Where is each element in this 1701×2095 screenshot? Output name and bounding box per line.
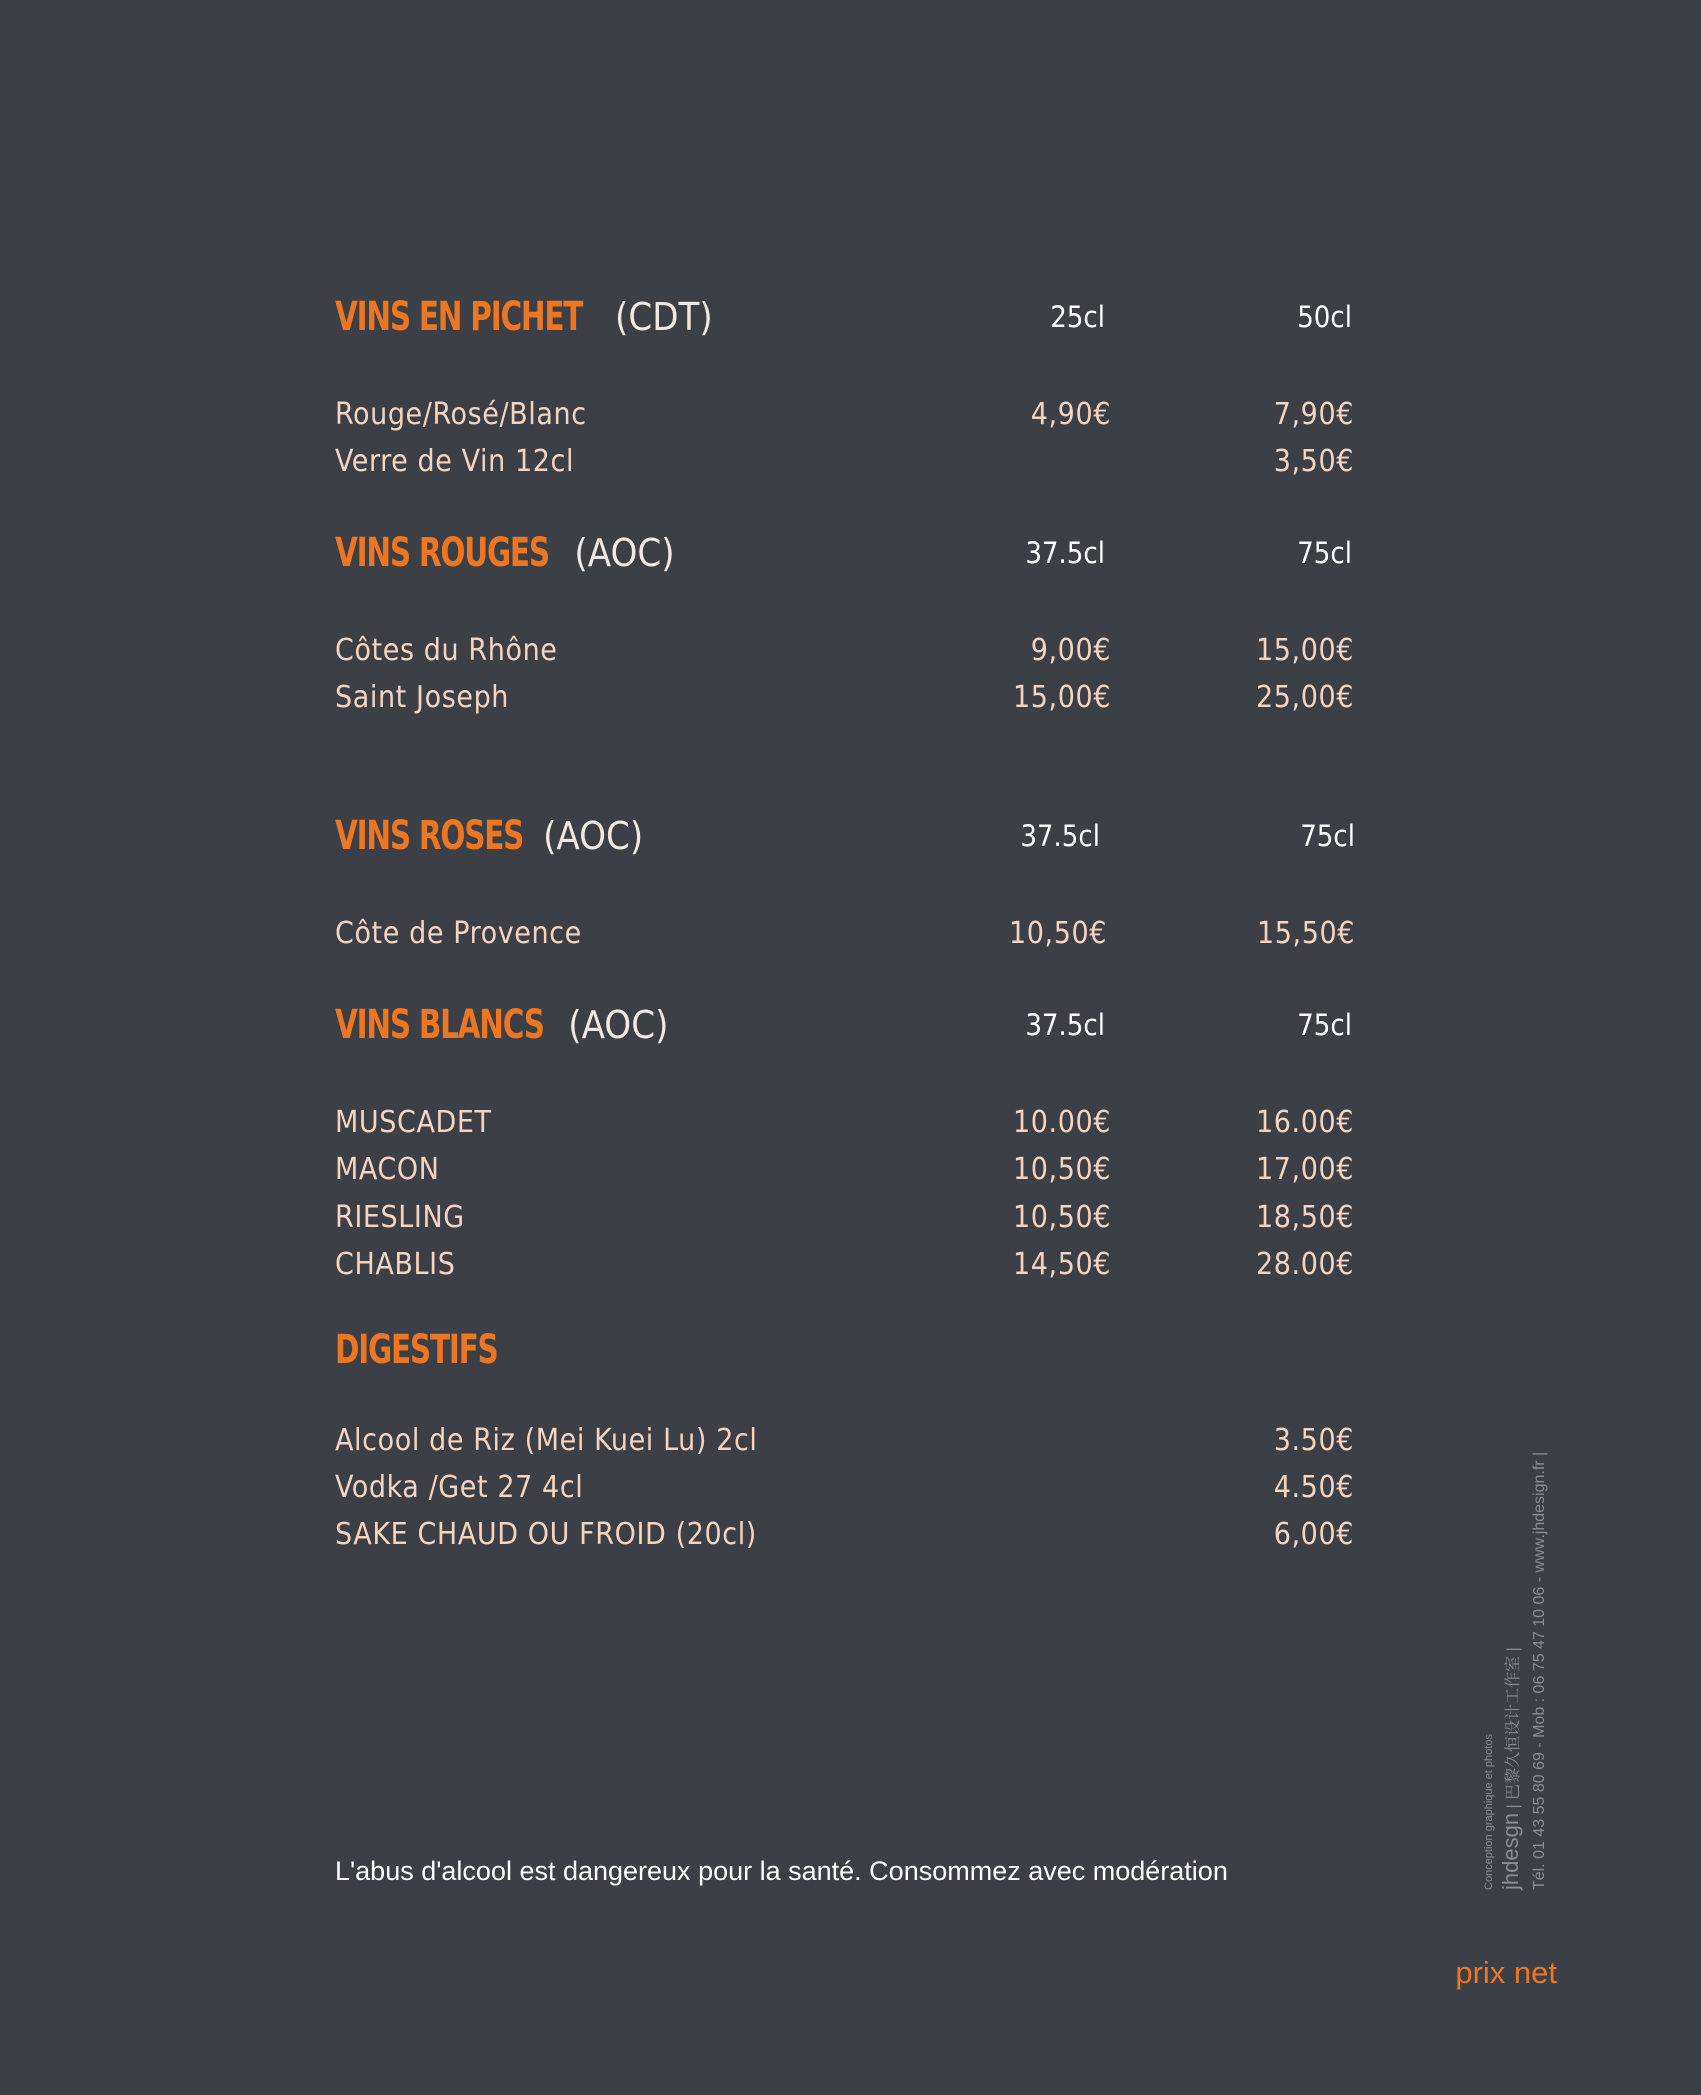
price-col-2: 4.50€ xyxy=(1273,1470,1354,1505)
credits-brand: jhdesgn xyxy=(1498,1812,1523,1890)
section-title xyxy=(335,995,668,1063)
item-name: Alcool de Riz (Mei Kuei Lu) 2cl xyxy=(335,1423,758,1458)
item-name: CHABLIS xyxy=(335,1247,456,1282)
price-col-1: 9,00€ xyxy=(1030,633,1111,668)
section-qualifier: (CDT) xyxy=(615,295,713,339)
credits-caption: Conception graphique et photos xyxy=(1483,1734,1495,1890)
price-col-2: 6,00€ xyxy=(1273,1517,1354,1552)
section-title xyxy=(335,523,675,591)
section-name: VINS ROUGES xyxy=(335,530,549,576)
item-name: Verre de Vin 12cl xyxy=(335,444,575,479)
price-col-2: 16.00€ xyxy=(1255,1105,1354,1140)
item-name: MUSCADET xyxy=(335,1105,492,1140)
section-title xyxy=(335,806,643,874)
volume-col-1: 25cl xyxy=(1050,300,1105,334)
section-qualifier: (AOC) xyxy=(543,814,644,858)
price-col-2: 28.00€ xyxy=(1255,1247,1354,1282)
item-name: Côte de Provence xyxy=(335,916,582,951)
menu-item xyxy=(335,391,1354,438)
wine-menu xyxy=(335,0,1355,1600)
price-col-2: 15,50€ xyxy=(1256,916,1355,951)
menu-item xyxy=(335,1511,1354,1558)
menu-item xyxy=(335,1146,1354,1193)
menu-item xyxy=(335,627,1354,674)
price-col-1: 10,50€ xyxy=(1012,1152,1111,1187)
price-col-2: 15,00€ xyxy=(1255,633,1354,668)
item-name: RIESLING xyxy=(335,1200,465,1235)
section-header-vins-blancs xyxy=(335,995,1352,1055)
section-header-vins-rouges xyxy=(335,523,1352,583)
volume-col-2: 75cl xyxy=(1300,819,1355,853)
section-name: VINS ROSES xyxy=(335,813,524,859)
menu-item xyxy=(335,1464,1354,1511)
price-col-2: 17,00€ xyxy=(1255,1152,1354,1187)
price-col-1: 4,90€ xyxy=(1030,397,1111,432)
volume-col-1: 37.5cl xyxy=(1025,536,1105,570)
alcohol-disclaimer: L'abus d'alcool est dangereux pour la santé. Consommez avec modération xyxy=(335,1856,1228,1886)
item-name: MACON xyxy=(335,1152,440,1187)
menu-item xyxy=(335,1417,1354,1464)
volume-col-2: 75cl xyxy=(1297,536,1352,570)
price-col-2: 3.50€ xyxy=(1273,1423,1354,1458)
volume-col-1: 37.5cl xyxy=(1025,1008,1105,1042)
item-name: SAKE CHAUD OU FROID (20cl) xyxy=(335,1517,757,1552)
price-col-1: 10,50€ xyxy=(1012,1200,1111,1235)
item-name: Saint Joseph xyxy=(335,680,510,715)
menu-item xyxy=(335,1194,1354,1241)
menu-item xyxy=(335,438,1354,485)
section-header-vins-roses xyxy=(335,806,1355,866)
item-name: Côtes du Rhône xyxy=(335,633,558,668)
menu-item xyxy=(335,1241,1354,1288)
credits-studio: | 巴黎久恒设计工作室 | xyxy=(1505,1647,1522,1813)
menu-item xyxy=(335,674,1354,721)
item-name: Vodka /Get 27 4cl xyxy=(335,1470,584,1505)
price-note: prix net xyxy=(1455,1955,1557,1990)
menu-item xyxy=(335,910,1355,957)
item-name: Rouge/Rosé/Blanc xyxy=(335,397,587,432)
section-header-digestifs xyxy=(335,1320,1345,1380)
section-name: VINS EN PICHET xyxy=(335,294,583,340)
section-title xyxy=(335,287,713,355)
volume-col-2: 50cl xyxy=(1297,300,1352,334)
section-header-vins-en-pichet xyxy=(335,287,1352,347)
price-col-1: 15,00€ xyxy=(1012,680,1111,715)
price-col-2: 3,50€ xyxy=(1273,444,1354,479)
section-qualifier: (AOC) xyxy=(568,1003,669,1047)
menu-item xyxy=(335,1099,1354,1146)
price-col-1: 10,50€ xyxy=(1008,916,1107,951)
volume-col-1: 37.5cl xyxy=(1020,819,1100,853)
section-name: DIGESTIFS xyxy=(335,1327,498,1373)
credits-contact: Tél. 01 43 55 80 69 - Mob : 06 75 47 10 06 - www.jhdesign.fr | xyxy=(1531,1451,1548,1890)
volume-col-2: 75cl xyxy=(1297,1008,1352,1042)
price-col-2: 18,50€ xyxy=(1255,1200,1354,1235)
price-col-1: 14,50€ xyxy=(1012,1247,1111,1282)
price-col-2: 25,00€ xyxy=(1255,680,1354,715)
section-title xyxy=(335,1320,533,1388)
section-qualifier: (AOC) xyxy=(574,531,675,575)
design-credits xyxy=(1480,1430,1553,1890)
section-name: VINS BLANCS xyxy=(335,1002,544,1048)
credits-studio-line xyxy=(1498,1430,1527,1890)
price-col-1: 10.00€ xyxy=(1012,1105,1111,1140)
price-col-2: 7,90€ xyxy=(1273,397,1354,432)
